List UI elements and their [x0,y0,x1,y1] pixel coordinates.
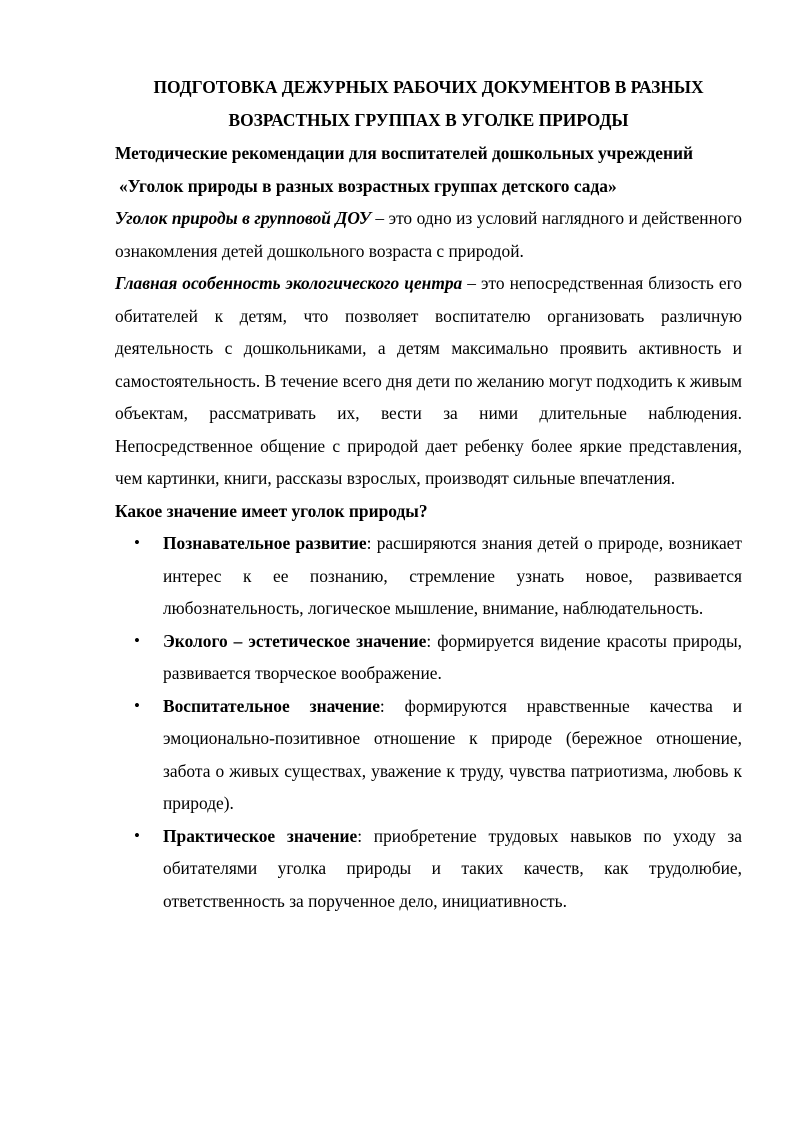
document-subtitle-line-1: Методические рекомендации для воспитателей дошкольных учреждений [115,143,694,163]
list-item-text: : формируется видение красоты природы, развивается творческое воображение. [163,630,742,683]
bullet-icon: • [134,630,140,650]
list-item-term: Познавательное развитие [163,533,367,553]
bullet-icon: • [134,825,140,845]
bullet-icon: • [134,533,140,552]
document-title: ПОДГОТОВКА ДЕЖУРНЫХ РАБОЧИХ ДОКУМЕНТОВ В РАЗНЫХ ВОЗРАСТНЫХ ГРУППАХ В УГОЛКЕ ПРИРОДЫ [153,77,704,130]
paragraph-definition-lead: Уголок природы в групповой ДОУ [115,208,371,228]
list-item-aesthetic [115,625,742,690]
list-item-term: Эколого – эстетическое значение [163,630,427,651]
paragraph-definition-text: – это одно из условий наглядного и действенного ознакомления детей дошкольного возраста с природой. [115,208,742,261]
list-item-term: Практическое значение [163,825,358,846]
bullet-icon: • [134,695,140,715]
document-subtitle-line-2: «Уголок природы в разных возрастных группах детского сада» [119,175,617,196]
list-item-text: : расширяются знания детей о природе, возникает интерес к ее познанию, стремление узнать новое, развивается любознательность, логическое мышление, внимание, наблюдательность. [163,533,742,618]
list-item-text: : формируются нравственные качества и эмоционально-позитивное отношение к природе (бережное отношение, забота о живых существах, уважение к труду, чувства патриотизма, любовь к природе). [163,695,743,813]
list-item-cognitive [115,527,742,625]
paragraph-main-feature-text: – это непосредственная близость его обитателей к детям, что позволяет воспитателю организовать различную деятельность с дошкольниками, а детям максимально проявить активность и самостоятельность. В течение всего дня дети по желанию могут подходить к живым объектам, рассматривать их, вести за ними длительные наблюдения. Непосредственное общение с природой дает ребенку более яркие представления, чем картинки, книги, рассказы взрослых, производят сильные впечатления. [115,273,742,488]
paragraph-definition [115,202,742,267]
list-item-text: : приобретение трудовых навыков по уходу за обитателями уголка природы и таких качеств, как трудолюбие, ответственность за порученное дело, инициативность. [163,825,743,911]
paragraph-main-feature [115,267,742,495]
list-item-term: Воспитательное значение [163,695,380,716]
list-item-practical [115,820,742,918]
list-item-educational [115,690,742,820]
significance-list [115,527,742,917]
document-body [115,71,742,917]
question-heading: Какое значение имеет уголок природы? [115,500,428,521]
paragraph-main-feature-lead: Главная особенность экологического центра [115,273,463,293]
